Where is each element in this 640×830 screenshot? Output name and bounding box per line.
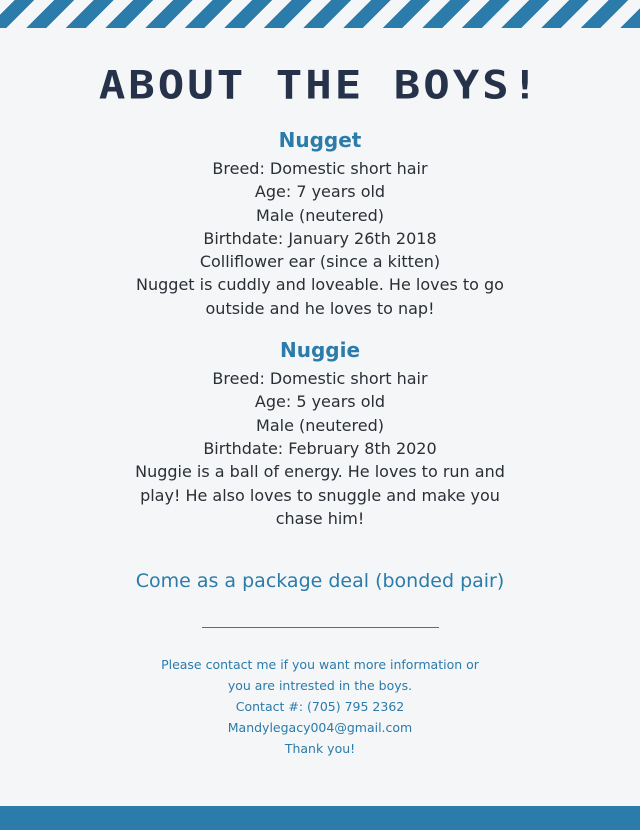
cat-age: Age: 5 years old: [254, 392, 386, 412]
bottom-bar: [0, 806, 640, 830]
cat-description: Nugget is cuddly and loveable. He loves to go outside and he loves to nap!: [136, 275, 504, 318]
contact-line: you are intrested in the boys.: [227, 678, 413, 693]
cat-profiles: [0, 126, 640, 546]
contact-section: [0, 654, 640, 759]
thank-you-text: Thank you!: [284, 741, 356, 756]
divider: [202, 627, 439, 628]
cat-birthdate: Birthdate: January 26th 2018: [203, 228, 437, 248]
cat-breed: Breed: Domestic short hair: [212, 369, 428, 389]
contact-line: Please contact me if you want more information or: [161, 657, 479, 672]
page-title: ABOUT THE BOYS!: [98, 62, 542, 109]
cat-age: Age: 7 years old: [254, 182, 386, 202]
package-deal-note: Come as a package deal (bonded pair): [135, 570, 505, 592]
cat-sex: Male (neutered): [256, 415, 384, 435]
cat-profile-nuggie: [0, 336, 640, 530]
contact-phone: Contact #: (705) 795 2362: [235, 699, 405, 714]
cat-name: Nuggie: [279, 338, 361, 363]
cat-note: Colliflower ear (since a kitten): [199, 252, 441, 272]
cat-birthdate: Birthdate: February 8th 2020: [203, 438, 437, 458]
cat-breed: Breed: Domestic short hair: [212, 159, 428, 178]
contact-email: Mandylegacy004@gmail.com: [227, 720, 413, 735]
cat-sex: Male (neutered): [256, 205, 384, 225]
cat-name: Nugget: [278, 128, 362, 152]
cat-profile-nugget: [0, 126, 640, 320]
top-stripe-border: [0, 0, 640, 28]
cat-description: Nuggie is a ball of energy. He loves to run and play! He also loves to snuggle and make you chase him!: [135, 462, 505, 528]
